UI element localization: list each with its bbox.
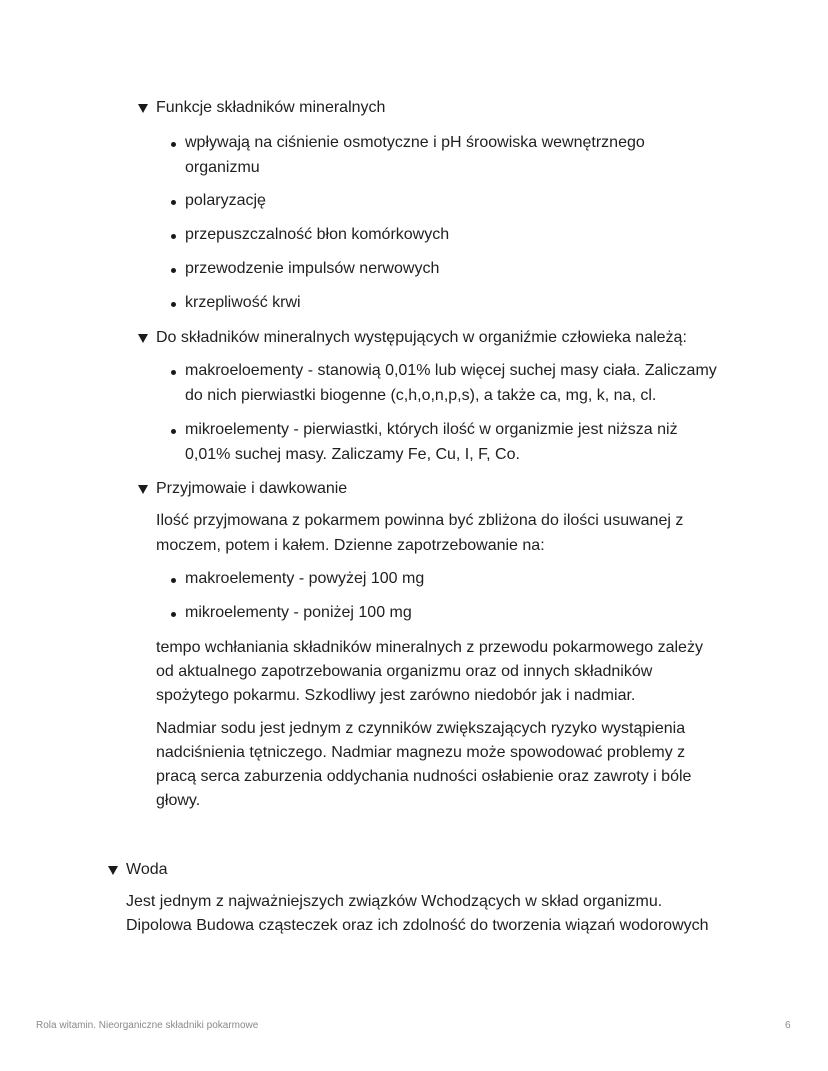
paragraph-line: nadciśnienia tętniczego. Nadmiar magnezu może spowodować problemy z (156, 744, 686, 761)
section-heading: Funkcje składników mineralnych (156, 99, 386, 116)
paragraph-line: spożytego pokarmu. Szkodliwy jest zarówno niedobór jak i nadmiar. (156, 687, 636, 704)
section-heading: Woda (126, 861, 168, 878)
bullet-icon (171, 612, 176, 617)
list-item: mikroelementy - poniżej 100 mg (185, 604, 412, 621)
disclosure-triangle-icon[interactable] (138, 104, 148, 113)
paragraph-line: od aktualnego zapotrzebowania organizmu oraz od innych składników (156, 663, 653, 680)
section-heading: Do składników mineralnych występujących w organiźmie człowieka należą: (156, 329, 687, 346)
paragraph-line: głowy. (156, 792, 201, 809)
disclosure-triangle-icon[interactable] (138, 485, 148, 494)
disclosure-triangle-icon[interactable] (138, 334, 148, 343)
page-number: 6 (785, 1020, 791, 1031)
list-item: mikroelementy - pierwiastki, których ilość w organizmie jest niższa niż (185, 421, 678, 438)
bullet-icon (171, 370, 176, 375)
list-item: przewodzenie impulsów nerwowych (185, 260, 440, 277)
paragraph-line: Ilość przyjmowana z pokarmem powinna być zbliżona do ilości usuwanej z (156, 512, 684, 529)
list-item: makroeloementy - stanowią 0,01% lub więcej suchej masy ciała. Zaliczamy (185, 362, 717, 379)
list-item: makroelementy - powyżej 100 mg (185, 570, 425, 587)
bullet-icon (171, 200, 176, 205)
paragraph-line: pracą serca zaburzenia oddychania nudności osłabienie oraz zawroty i bóle (156, 768, 692, 785)
bullet-icon (171, 578, 176, 583)
list-item: przepuszczalność błon komórkowych (185, 226, 450, 243)
paragraph-line: Dipolowa Budowa cząsteczek oraz ich zdolność do tworzenia wiązań wodorowych (126, 917, 709, 934)
list-item-cont: 0,01% suchej masy. Zaliczamy Fe, Cu, I, F, Co. (185, 446, 520, 463)
paragraph-line: Nadmiar sodu jest jednym z czynników zwiększających ryzyko wystąpienia (156, 720, 686, 737)
list-item-cont: do nich pierwiastki biogenne (c,h,o,n,p,s), a także ca, mg, k, na, cl. (185, 387, 657, 404)
bullet-icon (171, 268, 176, 273)
paragraph-line: Jest jednym z najważniejszych związków Wchodzących w skład organizmu. (126, 893, 663, 910)
list-item: wpływają na ciśnienie osmotyczne i pH śroowiska wewnętrznego (185, 134, 645, 151)
disclosure-triangle-icon[interactable] (108, 866, 118, 875)
bullet-icon (171, 429, 176, 434)
bullet-icon (171, 142, 176, 147)
footer-title: Rola witamin. Nieorganiczne składniki pokarmowe (36, 1020, 259, 1031)
list-item-cont: organizmu (185, 159, 260, 176)
paragraph-line: moczem, potem i kałem. Dzienne zapotrzebowanie na: (156, 537, 545, 554)
bullet-icon (171, 302, 176, 307)
list-item: polaryzację (185, 192, 266, 209)
section-heading: Przyjmowaie i dawkowanie (156, 480, 348, 497)
bullet-icon (171, 234, 176, 239)
list-item: krzepliwość krwi (185, 294, 301, 311)
paragraph-line: tempo wchłaniania składników mineralnych z przewodu pokarmowego zależy (156, 639, 703, 656)
